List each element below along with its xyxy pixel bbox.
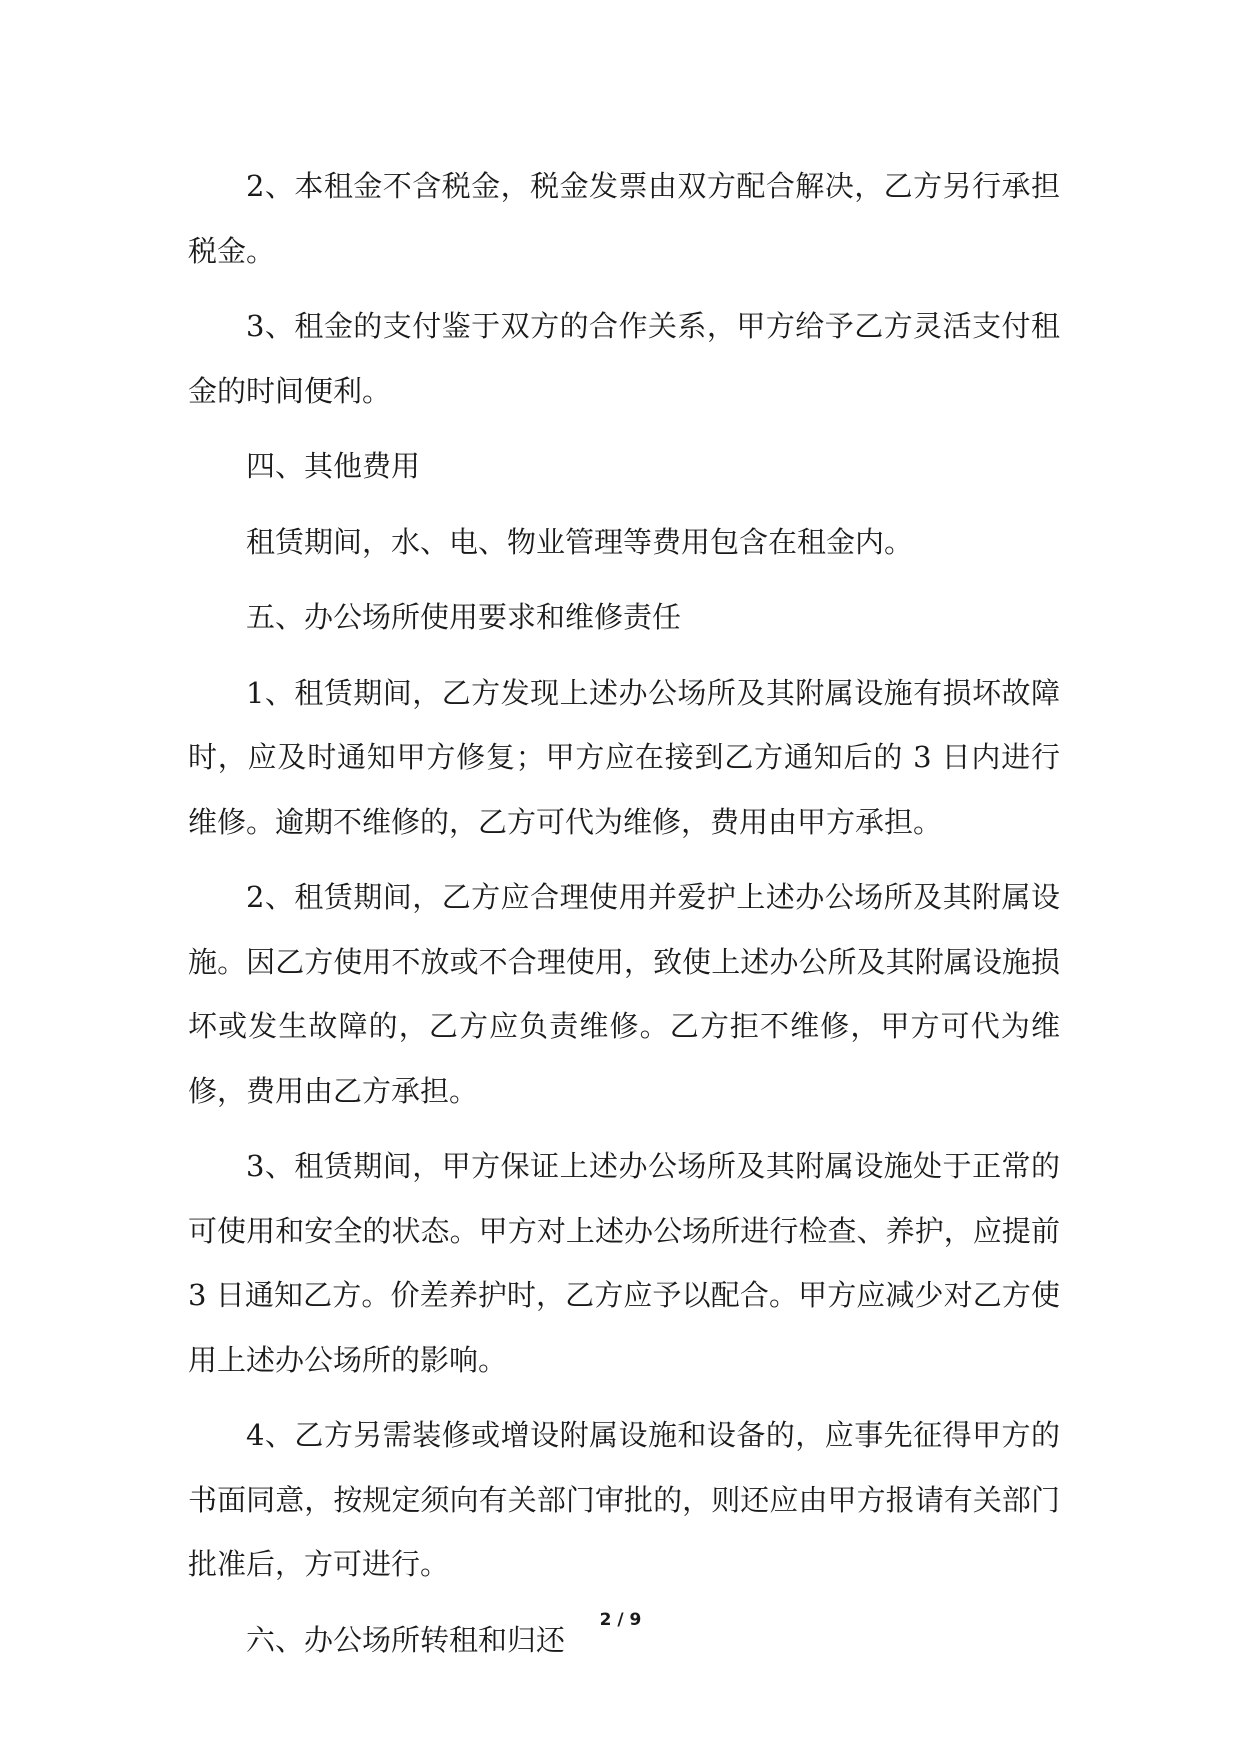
section-heading-other-fees: 四、其他费用	[246, 449, 421, 483]
paragraph-maintenance-4: 4、乙方另需装修或增设附属设施和设备的，应事先征得甲方的书面同意，按规定须向有关部门审批的，则还应由甲方报请有关部门批准后，方可进行。	[188, 1418, 1060, 1581]
paragraph-maintenance-3: 3、租赁期间，甲方保证上述办公场所及其附属设施处于正常的可使用和安全的状态。甲方对上述办公场所进行检查、养护，应提前 3 日通知乙方。价差养护时，乙方应予以配合。甲方应减少对乙方使用上述办公场所的影响。	[188, 1149, 1060, 1377]
paragraph-rent-payment: 3、租金的支付鉴于双方的合作关系，甲方给予乙方灵活支付租金的时间便利。	[188, 309, 1060, 408]
paragraph-maintenance-1: 1、租赁期间，乙方发现上述办公场所及其附属设施有损坏故障时，应及时通知甲方修复；甲方应在接到乙方通知后的 3 日内进行维修。逾期不维修的，乙方可代为维修，费用由甲方承担。	[188, 675, 1060, 839]
page-number: 2 / 9	[599, 1610, 642, 1630]
section-heading-sublease-return: 六、办公场所转租和归还	[246, 1622, 566, 1657]
paragraph-maintenance-2: 2、租赁期间，乙方应合理使用并爱护上述办公场所及其附属设施。因乙方使用不放或不合理使用，致使上述办公所及其附属设施损坏或发生故障的，乙方应负责维修。乙方拒不维修，甲方可代为维修，费用由乙方承担。	[188, 880, 1060, 1108]
paragraph-other-fees: 租赁期间，水、电、物业管理等费用包含在租金内。	[246, 524, 914, 559]
section-heading-usage-maintenance: 五、办公场所使用要求和维修责任	[246, 600, 682, 634]
document-body	[188, 154, 1060, 1683]
paragraph-rent-tax: 2、本租金不含税金，税金发票由双方配合解决，乙方另行承担税金。	[188, 169, 1060, 268]
